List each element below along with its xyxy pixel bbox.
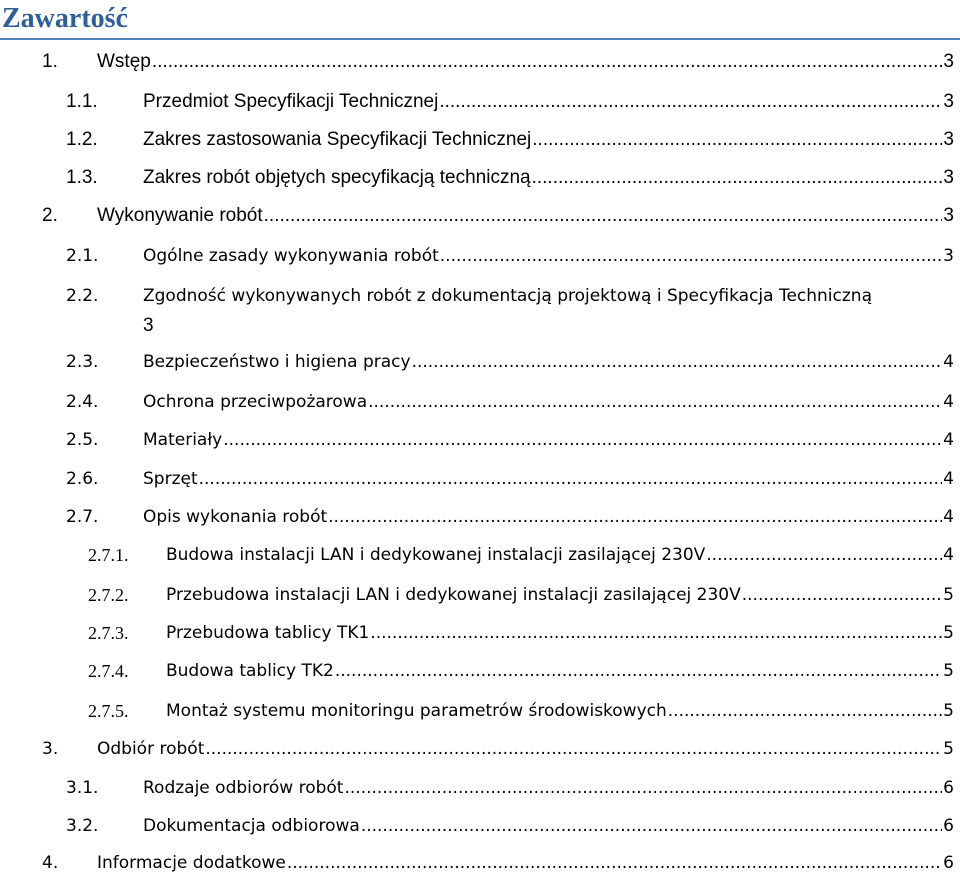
toc-page: 3	[143, 315, 154, 336]
toc-title: Zakres zastosowania Specyfikacji Technicznej	[143, 129, 532, 150]
toc-number: 3.	[42, 739, 59, 759]
dot-leader	[439, 84, 942, 120]
dot-leader	[287, 845, 942, 881]
toc-page: 4	[943, 352, 954, 372]
toc-title: Budowa tablicy TK2	[166, 661, 334, 681]
toc-page: 3	[943, 51, 954, 72]
toc-page: 4	[943, 392, 954, 412]
title-underline	[0, 38, 960, 40]
toc-page: 5	[943, 701, 954, 721]
toc-page: 5	[943, 623, 954, 643]
dot-leader	[532, 122, 942, 158]
toc-page: 3	[943, 246, 954, 266]
toc-entry-1-3[interactable]	[66, 160, 954, 196]
toc-entry-2-7-4[interactable]	[88, 653, 954, 689]
toc-number: 2.2.	[66, 286, 99, 306]
toc-entry-2-7-5[interactable]	[88, 693, 954, 729]
page-title: Zawartość	[2, 3, 128, 34]
toc-number: 2.4.	[66, 392, 99, 412]
toc-entry-3-1[interactable]	[66, 770, 954, 806]
dot-leader	[742, 577, 942, 613]
dot-leader	[205, 731, 942, 767]
toc-entry-2-1[interactable]	[66, 238, 954, 274]
toc-title: Dokumentacja odbiorowa	[143, 816, 360, 836]
toc-number: 2.7.	[66, 507, 99, 527]
toc-title: Montaż systemu monitoringu parametrów środowiskowych	[166, 701, 667, 721]
toc-number: 2.5.	[66, 430, 99, 450]
toc-number: 4.	[42, 853, 59, 873]
toc-title: Materiały	[143, 430, 223, 450]
toc-page: 3	[943, 91, 954, 112]
toc-entry-3-2[interactable]	[66, 808, 954, 844]
toc-entry-4[interactable]	[42, 845, 954, 881]
toc-entry-2-2-page-line	[143, 308, 154, 344]
toc-title: Wstęp	[97, 51, 151, 72]
toc-title: Zakres robót objętych specyfikacją techniczną	[143, 167, 531, 188]
toc-title: Ogólne zasady wykonywania robót	[143, 246, 439, 266]
toc-number: 2.1.	[66, 246, 99, 266]
toc-page: 6	[943, 778, 954, 798]
toc-number: 1.3.	[66, 167, 98, 188]
toc-entry-2-7-1[interactable]	[88, 537, 954, 573]
toc-title: Ochrona przeciwpożarowa	[143, 392, 368, 412]
toc-title: Bezpieczeństwo i higiena pracy	[143, 352, 411, 372]
toc-title: Przebudowa tablicy TK1	[166, 623, 370, 643]
toc-title: Przedmiot Specyfikacji Technicznej	[143, 91, 439, 112]
dot-leader	[706, 537, 942, 573]
toc-page: 3	[943, 167, 954, 188]
toc-title: Informacje dodatkowe	[97, 853, 286, 873]
toc-number: 3.2.	[66, 816, 99, 836]
toc-title: Odbiór robót	[97, 739, 205, 759]
toc-number: 3.1.	[66, 778, 99, 798]
toc-number: 1.2.	[66, 129, 98, 150]
toc-page: 5	[943, 661, 954, 681]
toc-entry-2-7[interactable]	[66, 499, 954, 535]
toc-title: Wykonywanie robót	[97, 205, 263, 226]
toc-entry-1-1[interactable]	[66, 84, 954, 120]
toc-title: Sprzęt	[143, 469, 198, 489]
toc-page: 3	[943, 129, 954, 150]
toc-entry-2-4[interactable]	[66, 384, 954, 420]
toc-title: Przebudowa instalacji LAN i dedykowanej instalacji zasilającej 230V	[166, 585, 741, 605]
dot-leader	[532, 160, 943, 196]
toc-entry-3[interactable]	[42, 731, 954, 767]
dot-leader	[223, 422, 942, 458]
toc-number: 2.7.2.	[88, 585, 129, 605]
toc-entry-2-2[interactable]	[66, 278, 954, 314]
dot-leader	[440, 238, 942, 274]
toc-page: 5	[943, 585, 954, 605]
toc-entry-2-5[interactable]	[66, 422, 954, 458]
toc-entry-2-7-3[interactable]	[88, 615, 954, 651]
toc-number: 2.7.1.	[88, 545, 129, 565]
dot-leader	[368, 384, 942, 420]
dot-leader	[370, 615, 942, 651]
toc-page: 4	[943, 430, 954, 450]
dot-leader	[335, 653, 942, 689]
toc-entry-1-2[interactable]	[66, 122, 954, 158]
toc-entry-2-7-2[interactable]	[88, 577, 954, 613]
toc-entry-2-3[interactable]	[66, 344, 954, 380]
toc-page: 5	[943, 739, 954, 759]
toc-page: 4	[943, 545, 954, 565]
toc-title: Zgodność wykonywanych robót z dokumentacją projektową i Specyfikacja Techniczną	[143, 286, 872, 306]
toc-title: Opis wykonania robót	[143, 507, 328, 527]
dot-leader	[264, 198, 943, 234]
dot-leader	[328, 499, 942, 535]
toc-number: 2.6.	[66, 469, 99, 489]
toc-number: 1.	[42, 51, 58, 72]
toc-number: 2.7.5.	[88, 701, 129, 721]
toc-number: 2.3.	[66, 352, 99, 372]
toc-number: 2.7.4.	[88, 661, 129, 681]
toc-number: 1.1.	[66, 91, 98, 112]
dot-leader	[668, 693, 942, 729]
dot-leader	[344, 770, 942, 806]
toc-page: 4	[943, 507, 954, 527]
dot-leader	[412, 344, 943, 380]
toc-page: 6	[943, 853, 954, 873]
dot-leader	[199, 461, 943, 497]
toc-entry-1[interactable]	[42, 44, 954, 80]
dot-leader	[152, 44, 943, 80]
toc-entry-2-6[interactable]	[66, 461, 954, 497]
toc-number: 2.7.3.	[88, 623, 129, 643]
toc-number: 2.	[42, 205, 58, 226]
toc-title: Rodzaje odbiorów robót	[143, 778, 344, 798]
toc-page: 4	[943, 469, 954, 489]
toc-entry-2[interactable]	[42, 198, 954, 234]
toc-page: 3	[943, 205, 954, 226]
toc-title: Budowa instalacji LAN i dedykowanej instalacji zasilającej 230V	[166, 545, 706, 565]
toc-page: 6	[943, 816, 954, 836]
dot-leader	[361, 808, 942, 844]
